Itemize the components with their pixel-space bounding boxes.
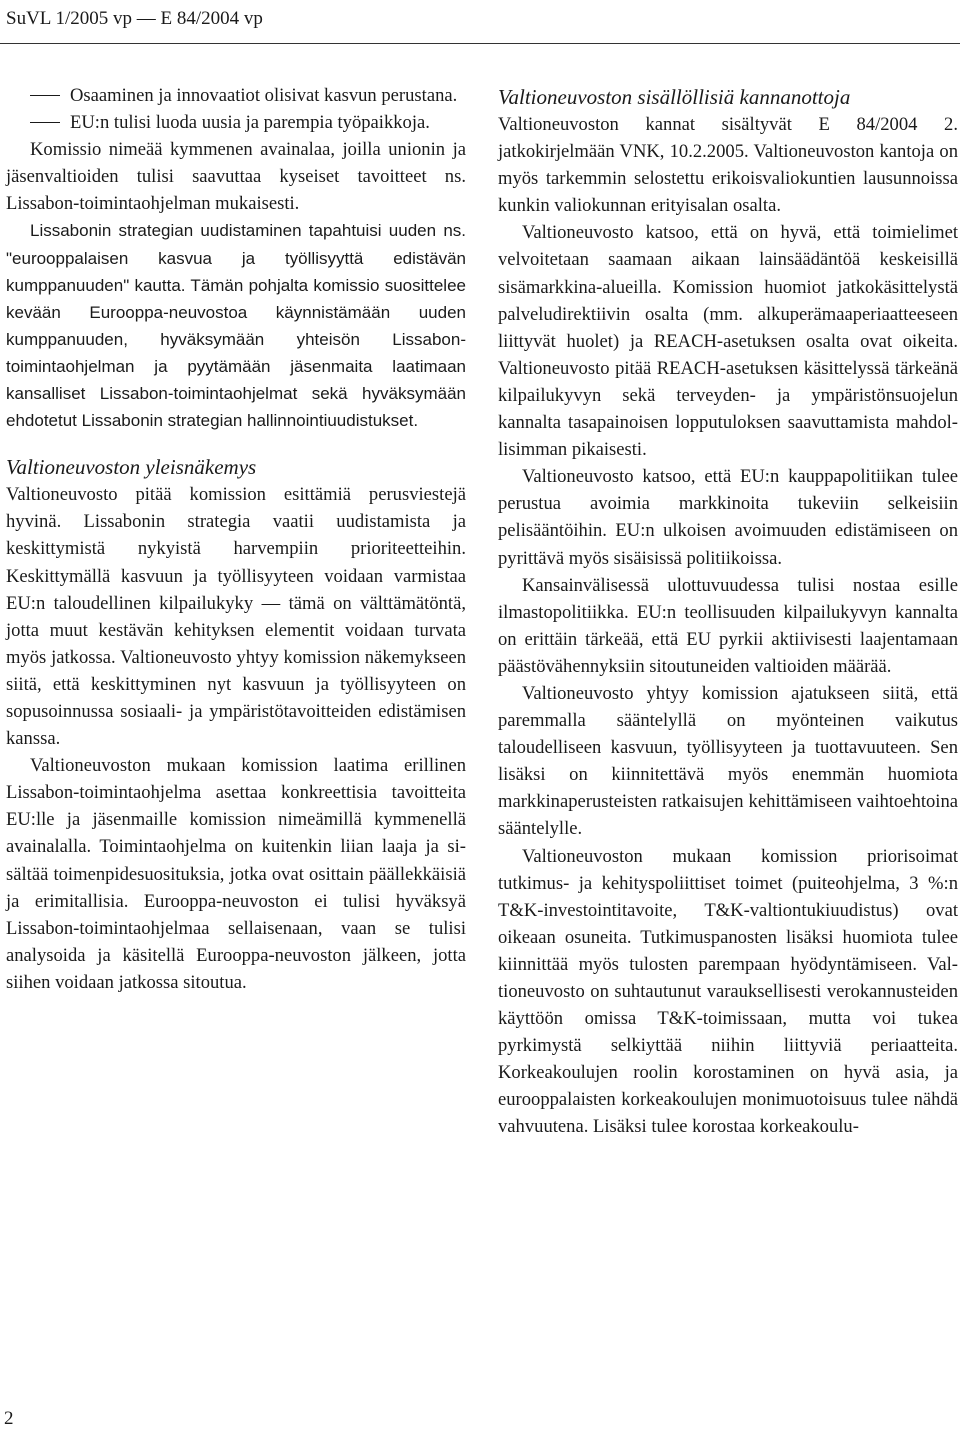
body-paragraph: Valtioneuvosto katsoo, että on hyvä, että toimielimet velvoitetaan saamaan aikaan lainsäädäntöä keskeisillä sisämarkkina-alueilla. Komission huomiot jatkokäsittelystä palveludirektiivin osalta (mm. alkuperämaaperiaatteeseen liittyvät huolet) ja REACH-asetuksen osalta ovat oikeita. Valtioneuvosto pitää REACH-asetuksen käsittelyssä tärkeänä kilpailukyvyn sekä terveyden- ja ympäristönsuojelun kannalta tasapainoisen lopputuloksen saavuttamista mahdollisimman pikaisesti. <box>498 222 958 461</box>
page-number: 2 <box>4 1408 14 1429</box>
section-heading: Valtioneuvoston yleisnäkemys <box>6 455 257 480</box>
body-paragraph: Valtioneuvoston mukaan komission priorisoimat tutkimus- ja kehityspoliittiset toimet (puiteohjelma, 3 %:n T&K-investointitavoite, T&K-valtiontukiuudistus) ovat oikeaan osuneita. Tutkimuspanosten lisäksi huomiota tulee kiinnittää myös tulosten parempaan hyödyntämiseen. Valtioneuvosto on suhtautunut varauksellisesti verokannusteiden käyttöön omissa T&K-toimissaan, mutta voi tukea pyrkimystä selkiyttää niihin liittyviä periaatteita. Korkeakoulujen roolin korostaminen on hyvä asia, ja eurooppalaisten korkeakoulujen monimuotoisuus tulee nähdä vahvuutena. Lisäksi tulee korostaa korkeakoulu- <box>498 845 958 1138</box>
left-column <box>6 82 466 996</box>
body-paragraph: Valtioneuvosto yhtyy komission ajatukseen siitä, että paremmalla sääntelyllä on myönteinen vaikutus taloudelliseen kasvuun, työllisyyteen ja tuottavuuteen. Sen lisäksi on kiinnitettävä myös enemmän huomiota markkinaperusteisten ratkaisujen kehittämiseen vaihtoehtoina sääntelylle. <box>498 682 958 840</box>
body-paragraph: Valtioneuvosto katsoo, että EU:n kauppapolitiikan tulee perustua avoimia markkinoita tukeviin selkeisiin pelisääntöihin. EU:n ulkoisen avoimuuden edistämiseen on pyrittävä myös sisäisissä politiikoissa. <box>498 466 958 569</box>
body-paragraph-sans: Lissabonin strategian uudistaminen tapahtuisi uuden ns. "eurooppalaisen kasvua ja työllisyyttä edistävän kumppanuuden" kautta. Tämän pohjalta komissio suosittelee kevään Eurooppa-neuvostoa käynnistämään uuden kumppanuuden, hyväksymään yhteisön Lissabon-toimintaohjelman ja pyytämään jäsenmaita laatimaan kansalliset Lissabon-toimintaohjelmat sekä hyväksymään ehdotetut Lissabonin strategian hallinnointiuudistukset. <box>6 221 466 431</box>
body-paragraph: Valtioneuvoston kannat sisältyvät E 84/2004 2. jatkokirjelmään VNK, 10.2.2005. Valtioneuvoston kantoja on myös tarkemmin selostettu erikoisvaliokuntien lausunnoissa kunkin valiokunnan erityisalan osalta. <box>498 114 958 217</box>
em-dash-icon <box>30 122 60 123</box>
bullet-item <box>6 109 466 136</box>
body-paragraph: Valtioneuvosto pitää komission esittämiä perusviestejä hyvinä. Lissabonin strategia vaatii uudistamista ja keskittymistä nykyistä harvempiin prioriteetteihin. Keskittymällä kasvuun ja työllisyyteen voidaan varmistaa EU:n taloudellinen kilpailukyky — tämä on välttämätöntä, jotta muut kestävän kehityksen elementit voidaan turvata myös jatkossa. Valtioneuvosto yhtyy komission näkemykseen siitä, että keskittyminen nyt kasvuun ja työllisyyteen on sopusoinnussa sosiaali- ja ympäristötavoitteiden edistämisen kanssa. <box>6 484 466 750</box>
running-head: SuVL 1/2005 vp — E 84/2004 vp <box>6 8 263 29</box>
bullet-text: Osaaminen ja innovaatiot olisivat kasvun perustana. <box>70 85 458 106</box>
bullet-text: EU:n tulisi luoda uusia ja parempia työpaikkoja. <box>70 112 430 134</box>
body-paragraph: Kansainvälisessä ulottuvuudessa tulisi nostaa esille ilmastopolitiikka. EU:n teollisuuden kilpailukyvyn kannalta on erittäin tärkeää, että EU pyrkii aktiivisesti laajentamaan päästövähennyksiin sitoutuneiden valtioiden määrää. <box>498 574 958 677</box>
em-dash-icon <box>30 95 60 96</box>
bullet-item <box>6 82 466 109</box>
section-heading: Valtioneuvoston sisällöllisiä kannanottoja <box>498 85 851 109</box>
body-paragraph: Komissio nimeää kymmenen avainalaa, joilla unionin ja jäsenvaltioiden tulisi saavuttaa kyseiset tavoitteet ns. Lissabon-toimintaohjelman mukaisesti. <box>6 139 466 215</box>
body-paragraph: Valtioneuvoston mukaan komission laatima erillinen Lissabon-toimintaohjelma asettaa konkreettisia tavoitteita EU:lle ja jäsenmaille komission nimeämillä kymmenellä avainalalla. Toimintaohjelma on kuitenkin liian laaja ja sisältää toimenpidesuosituksia, jotka ovat osittain päällekkäisiä ja erimitallisia. Eurooppa-neuvoston ei tulisi hyväksyä Lissabon-toimintaohjelmaa sellaisenaan, vaan se tulisi analysoida ja käsitellä Eurooppa-neuvoston jälkeen, jotta siihen voidaan jatkossa sitoutua. <box>6 755 466 993</box>
right-column <box>498 84 958 1141</box>
header-divider <box>0 43 960 44</box>
